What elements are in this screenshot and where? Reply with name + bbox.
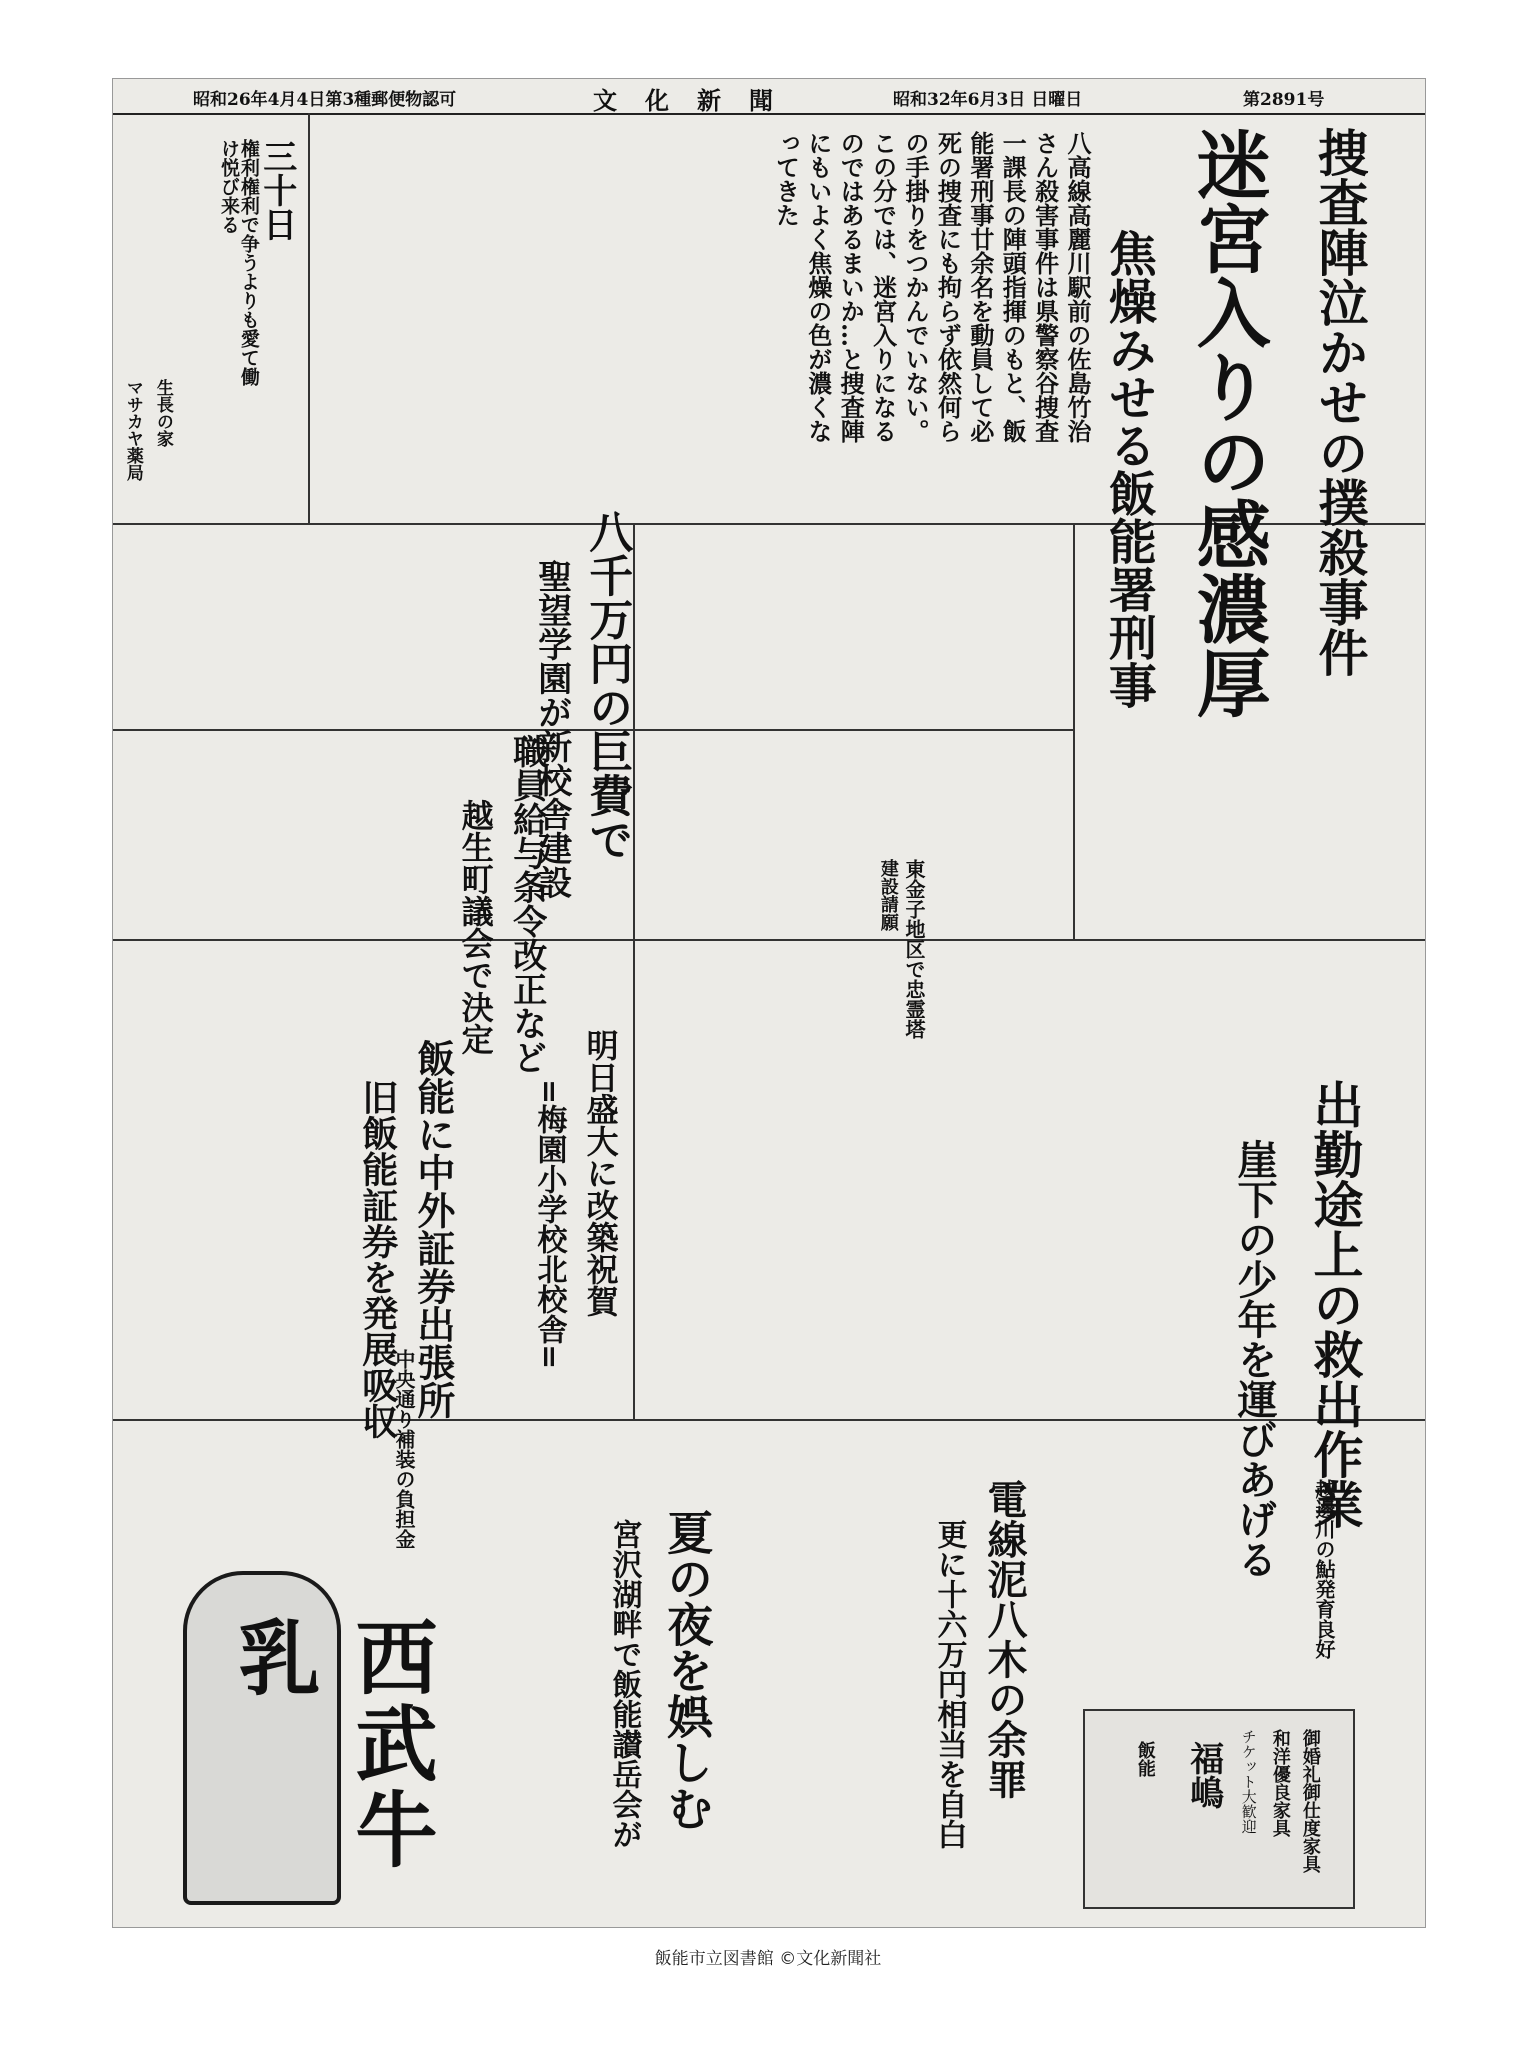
paper-name: 文化新聞 — [593, 86, 801, 115]
umezono-subhead: =梅園小学校北校舎= — [531, 1079, 567, 1370]
furniture-ad-line1: 御婚礼御仕度家具 — [1299, 1729, 1321, 1873]
issue-number: 第2891号 — [1243, 90, 1325, 110]
densen-headline: 電線泥八木の余罪 — [981, 1479, 1028, 1799]
column-body — [123, 123, 213, 373]
hanno-shoken-body — [118, 947, 348, 1412]
oppe-headline: 越邊川の鮎発育良好 — [1312, 1479, 1336, 1659]
shokuin-body — [118, 734, 448, 934]
top-story-lead: 八高線高麗川駅前の佐島竹治さん殺害事件は県警察谷捜査一課長の陣頭指揮のもと、飯能署刑事廿余名を動員して必死の捜査にも拘らず依然何らの手掛りをつかんでいない。この分では、迷宮入りになるのではあるまいか…と捜査陣にもいよく焦燥の色が濃くなってきた — [771, 131, 1092, 443]
seibo-body — [638, 529, 1068, 724]
furniture-ad-line3: チケット大歓迎 — [1239, 1729, 1258, 1834]
column-title: 三十日 — [256, 139, 297, 241]
issue-date: 昭和32年6月3日 日曜日 — [893, 90, 1083, 110]
top-story-body — [313, 123, 793, 513]
higashi-subhead: 建設請願 — [877, 859, 899, 931]
hanno-shoken-headline: 飯能に中外証券出張所 — [410, 1039, 456, 1419]
section-rule — [113, 939, 1425, 941]
hanno-shoken-subhead: 旧飯能証券を発展吸収 — [356, 1079, 399, 1439]
column-sponsor-right: マサカヤ薬局 — [122, 379, 143, 481]
top-story-subhead: 焦燥みせる飯能署刑事 — [1100, 229, 1157, 709]
column-rule — [633, 523, 635, 1419]
masthead — [113, 79, 1425, 115]
top-story-kicker: 捜査陣泣かせの撲殺事件 — [1310, 127, 1370, 677]
furniture-ad-place: 飯能 — [1134, 1741, 1156, 1777]
shokuin-subhead: 越生町議会で決定 — [456, 799, 495, 1055]
shokuin-headline: 職員給与条令改正など — [506, 734, 547, 1074]
densen-body — [733, 1429, 923, 1899]
shukkin-body — [1083, 949, 1223, 1409]
newspaper-page — [112, 78, 1426, 1928]
seibu-milk-ad — [183, 1571, 438, 1905]
furniture-ad-name: 福嶋 — [1183, 1741, 1224, 1809]
column-rule — [1073, 523, 1075, 939]
oppe-body — [1233, 1479, 1303, 1699]
seibo-headline: 八千万円の巨費で — [581, 509, 633, 861]
furniture-ad — [1083, 1709, 1355, 1909]
furniture-ad-line2: 和洋優良家具 — [1269, 1729, 1291, 1837]
natsu-headline: 夏の夜を娯しむ — [660, 1509, 715, 1831]
shukkin-headline: 出勤途上の救出作業 — [1305, 1079, 1365, 1529]
seibu-milk-ad-text: 西武牛乳 — [225, 1615, 438, 1873]
seibo-subhead: 聖望学園が新校舎建設 — [531, 559, 572, 899]
shukkin-subhead: 崖下の少年を運びあげる — [1231, 1139, 1278, 1579]
top-story-headline: 迷宮入りの感濃厚 — [1184, 127, 1271, 719]
natsu-subhead: 宮沢湖畔で飯能讃岳会が — [606, 1519, 642, 1849]
archive-credit: 飯能市立図書館 ©文化新聞社 — [654, 1949, 882, 1969]
chuo-headline: 中央通り補装の負担金 — [392, 1349, 416, 1549]
column-rule — [308, 113, 310, 523]
densen-subhead: 更に十六万円相当を自白 — [931, 1519, 967, 1849]
section-rule — [113, 1419, 1425, 1421]
umezono-headline: 明日盛大に改築祝賀 — [581, 1029, 620, 1317]
postal-permit: 昭和26年4月4日第3種郵便物認可 — [193, 90, 457, 110]
column-sponsor-left: 生長の家 — [152, 379, 173, 447]
higashi-headline: 東金子地区で忠霊塔 — [902, 859, 926, 1039]
column-subhead: 権利権利で争うよりも愛て働け悦び来る — [217, 139, 260, 386]
